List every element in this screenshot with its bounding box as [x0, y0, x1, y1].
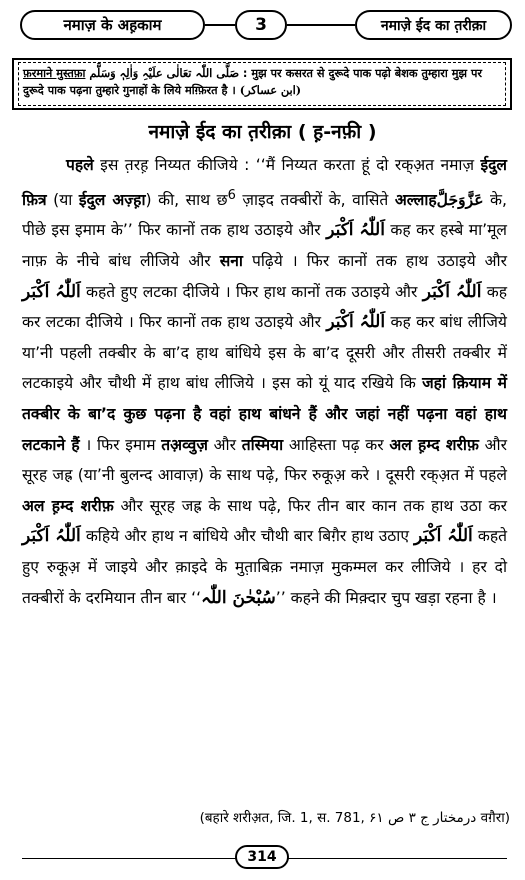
header-connector-right [287, 24, 355, 26]
allahu-akbar-calligraphy: اَللّٰہُ اَکْبَر [22, 281, 81, 302]
allahu-akbar-calligraphy: اَللّٰہُ اَکْبَر [326, 312, 386, 333]
hadith-text: : मुझ पर कसरत से दुरूदे पाक पढ़ो बेशक तुम्हारा मुझ पर दुरूदे पाक पढ़ना तुम्हारे गुनाहों के लिये मग़्फ़िरत है । [23, 67, 483, 97]
hadith-label: फ़रमाने मुस्तफ़ा [23, 67, 86, 80]
emph-rule: जहां क़ियाम में तक्बीर के बा’द कुछ पढ़ना है वहां हाथ बांधने हैं और जहां नहीं पढ़ना वहां हाथ लटकाने हैं [22, 374, 507, 454]
text-run: कहते हुए रुकूअ़ में जाइये और क़ाइदे के मुत़ाबिक़ नमाज़ मुकम्मल कर लीजिये । हर दो तक्बीरों के दरमियान तीन बार ‘‘ [22, 527, 507, 607]
text-run: ’’ कहने की मिक़्दार चुप खड़ा रहना है । [275, 588, 497, 607]
allahu-akbar-calligraphy: اَللّٰہُ اَکْبَر [422, 281, 482, 302]
hadith-source: (ابن عساکر) [239, 83, 302, 97]
text-run: कह कर बांध लीजिये या’नी पहली तक्बीर के बा’द हाथ बांधिये इस के बा’द दूसरी और तीसरी तक्बीर में लटकाइये और चौथी में हाथ बांध लीजिये । इस को यूं याद रखिये कि [22, 313, 507, 393]
hadith-box [12, 58, 512, 110]
text-run: (या [46, 190, 79, 209]
text-run: । फिर इमाम [79, 435, 162, 454]
text-run: ज़ाइद तक्बीरों के, वासिते [235, 190, 395, 209]
chapter-title: नमाज़े ईद का त़रीक़ा [355, 10, 512, 40]
emph-taawwuz: तअ़व्वुज़ [161, 435, 208, 454]
text-run: कहते हुए लटका दीजिये । फिर हाथ कानों तक उठाइये और [80, 282, 423, 301]
chapter-page-number: 3 [235, 10, 287, 40]
emph-allah: अल्लाह [394, 190, 437, 209]
allahu-akbar-calligraphy: اَللّٰہُ اَکْبَر [326, 220, 385, 241]
superscript-six: 6 [227, 187, 236, 203]
emph-alhamd: अल ह़म्द शरीफ़ [389, 435, 479, 454]
footer-page-number: 314 [235, 845, 289, 869]
arabic-azza-wajal: عَزَّوَجَلَّ [436, 189, 484, 209]
subhanallah-calligraphy: سُبْحٰنَ اللّٰہ [201, 587, 276, 608]
text-run: के, पीछे इस इमाम के’’ फिर कानों तक हाथ उठाइये और [22, 190, 507, 240]
page-title: नमाज़े ईद का त़रीक़ा ( ह़-नफ़ी ) [148, 121, 377, 143]
text-run: और सूरह जह्र के साथ पढ़े, फिर तीन बार कान तक हाथ उठा कर [113, 496, 507, 515]
citation: (बहारे शरीअ़त, जि. 1, स. 781, درمختار ج ۳ ص ۶۱ वग़ैरा) [199, 810, 510, 826]
emph-eid-adha: ईदुल अज़्ह़ा [78, 190, 146, 209]
hadith-inner-border [18, 62, 506, 106]
allahu-akbar-calligraphy: اَللّٰہُ اَکْبَر [414, 526, 473, 547]
header-connector-left [205, 24, 235, 26]
text-run: इस त़रह़ निय्यत कीजिये : ‘‘मैं निय्यत करता हूं दो रक्अ़त नमाज़ [93, 156, 481, 174]
emph-first: पहले [66, 156, 94, 174]
text-run: और [207, 435, 242, 454]
emph-alhamd: अल ह़म्द शरीफ़ [22, 496, 114, 515]
emph-tasmiya: तस्मिया [241, 435, 284, 454]
emph-eid-fitr: ईदुल फ़ित्र [22, 156, 507, 209]
body-text [22, 150, 507, 613]
text-run: ) की, साथ छ [145, 190, 228, 209]
allahu-akbar-calligraphy: اَللّٰہُ اَکْبَر [22, 526, 81, 547]
text-run: कहिये और हाथ न बांधिये और चौथी बार बिग़ैर हाथ उठाए [80, 527, 415, 546]
book-title: नमाज़ के अह़काम [20, 10, 205, 40]
emph-sana: सना [219, 251, 243, 270]
text-run: कह कर हस्बे मा’मूल नाफ़ के नीचे बांध लीजिये और [22, 221, 507, 270]
text-run: आहिस्ता पढ़ कर [283, 435, 390, 454]
hadith-salutation: صَلَّی اللّٰہ تعَالٰی علَیْہِ وَاٰلِہٖ وَسَلَّم [89, 66, 239, 80]
text-run: कह कर लटका दीजिये । फिर कानों तक हाथ उठाइये और [22, 282, 507, 332]
text-run: पढ़िये । फिर कानों तक हाथ उठाइये और [242, 251, 507, 270]
text-run: और सूरह जह्र (या’नी बुलन्द आवाज़) के साथ पढ़े, फिर रुकूअ़ करे । दूसरी रक्अ़त में पहले [22, 435, 507, 485]
